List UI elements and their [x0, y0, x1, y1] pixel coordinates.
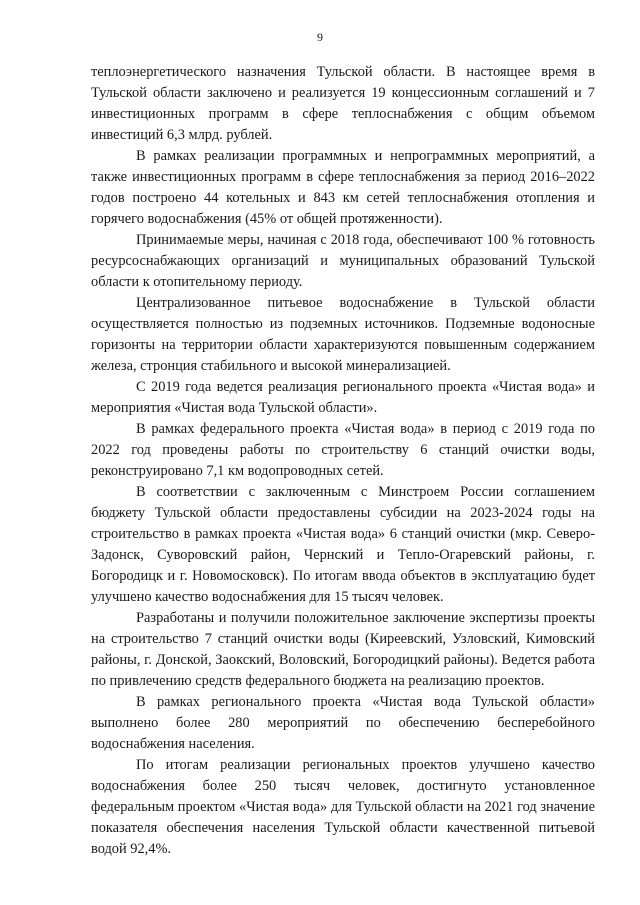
paragraph-heating-readiness: Принимаемые меры, начиная с 2018 года, обеспечивают 100 % готовность ресурсоснабжающих организаций и муниципальных образований Тульской области к отопительному периоду.: [91, 232, 595, 290]
paragraph-regional-measures: В рамках регионального проекта «Чистая вода Тульской области» выполнено более 280 мероприятий по обеспечению бесперебойного водоснабжения населения.: [91, 694, 595, 752]
paragraph-heat-supply-construction: В рамках реализации программных и непрограммных мероприятий, а также инвестиционных программ в сфере теплоснабжения за период 2016–2022 годов построено 44 котельных и 843 км сетей теплоснабжения отопления и горячего водоснабжения (45% от общей протяженности).: [91, 148, 595, 227]
paragraph-continuation: теплоэнергетического назначения Тульской области. В настоящее время в Тульской области заключено и реализуется 19 концессионным соглашений и 7 инвестиционных программ в сфере теплоснабжения с общим объемом инвестиций 6,3 млрд. рублей.: [91, 64, 595, 143]
page-number: 9: [317, 30, 323, 44]
paragraph-clean-water-project: С 2019 года ведется реализация регионального проекта «Чистая вода» и мероприятия «Чистая вода Тульской области».: [91, 379, 595, 416]
paragraph-subsidies-agreement: В соответствии с заключенным с Минстроем России соглашением бюджету Тульской области предоставлены субсидии на 2023-2024 годы на строительство в рамках проекта «Чистая вода» 6 станций очистки (мкр. Северо-Задонск, Суворовский район, Чернский и Тепло-Огаревский районы, г. Богородицк и г. Новомосковск). По итогам ввода объектов в эксплуатацию будет улучшено качество водоснабжения для 15 тысяч человек.: [91, 484, 595, 605]
paragraph-expertise-projects: Разработаны и получили положительное заключение экспертизы проекты на строительство 7 станций очистки воды (Киреевский, Узловский, Кимовский районы, г. Донской, Заокский, Воловский, Богородицкий районы). Ведется работа по привлечению средств федерального бюджета на реализацию проектов.: [91, 610, 595, 689]
document-body: [91, 62, 595, 860]
paragraph-water-sources: Централизованное питьевое водоснабжение в Тульской области осуществляется полностью из подземных источников. Подземные водоносные горизонты на территории области характеризуются повышенным содержанием железа, стронция стабильного и высокой минерализацией.: [91, 295, 595, 374]
paragraph-federal-project-results: В рамках федерального проекта «Чистая вода» в период с 2019 года по 2022 год проведены работы по строительству 6 станций очистки воды, реконструировано 7,1 км водопроводных сетей.: [91, 421, 595, 479]
paragraph-results-summary: По итогам реализации региональных проектов улучшено качество водоснабжения более 250 тысяч человек, достигнуто установленное федеральным проектом «Чистая вода» для Тульской области на 2021 год значение показателя обеспечения населения Тульской области качественной питьевой водой 92,4%.: [91, 757, 595, 857]
